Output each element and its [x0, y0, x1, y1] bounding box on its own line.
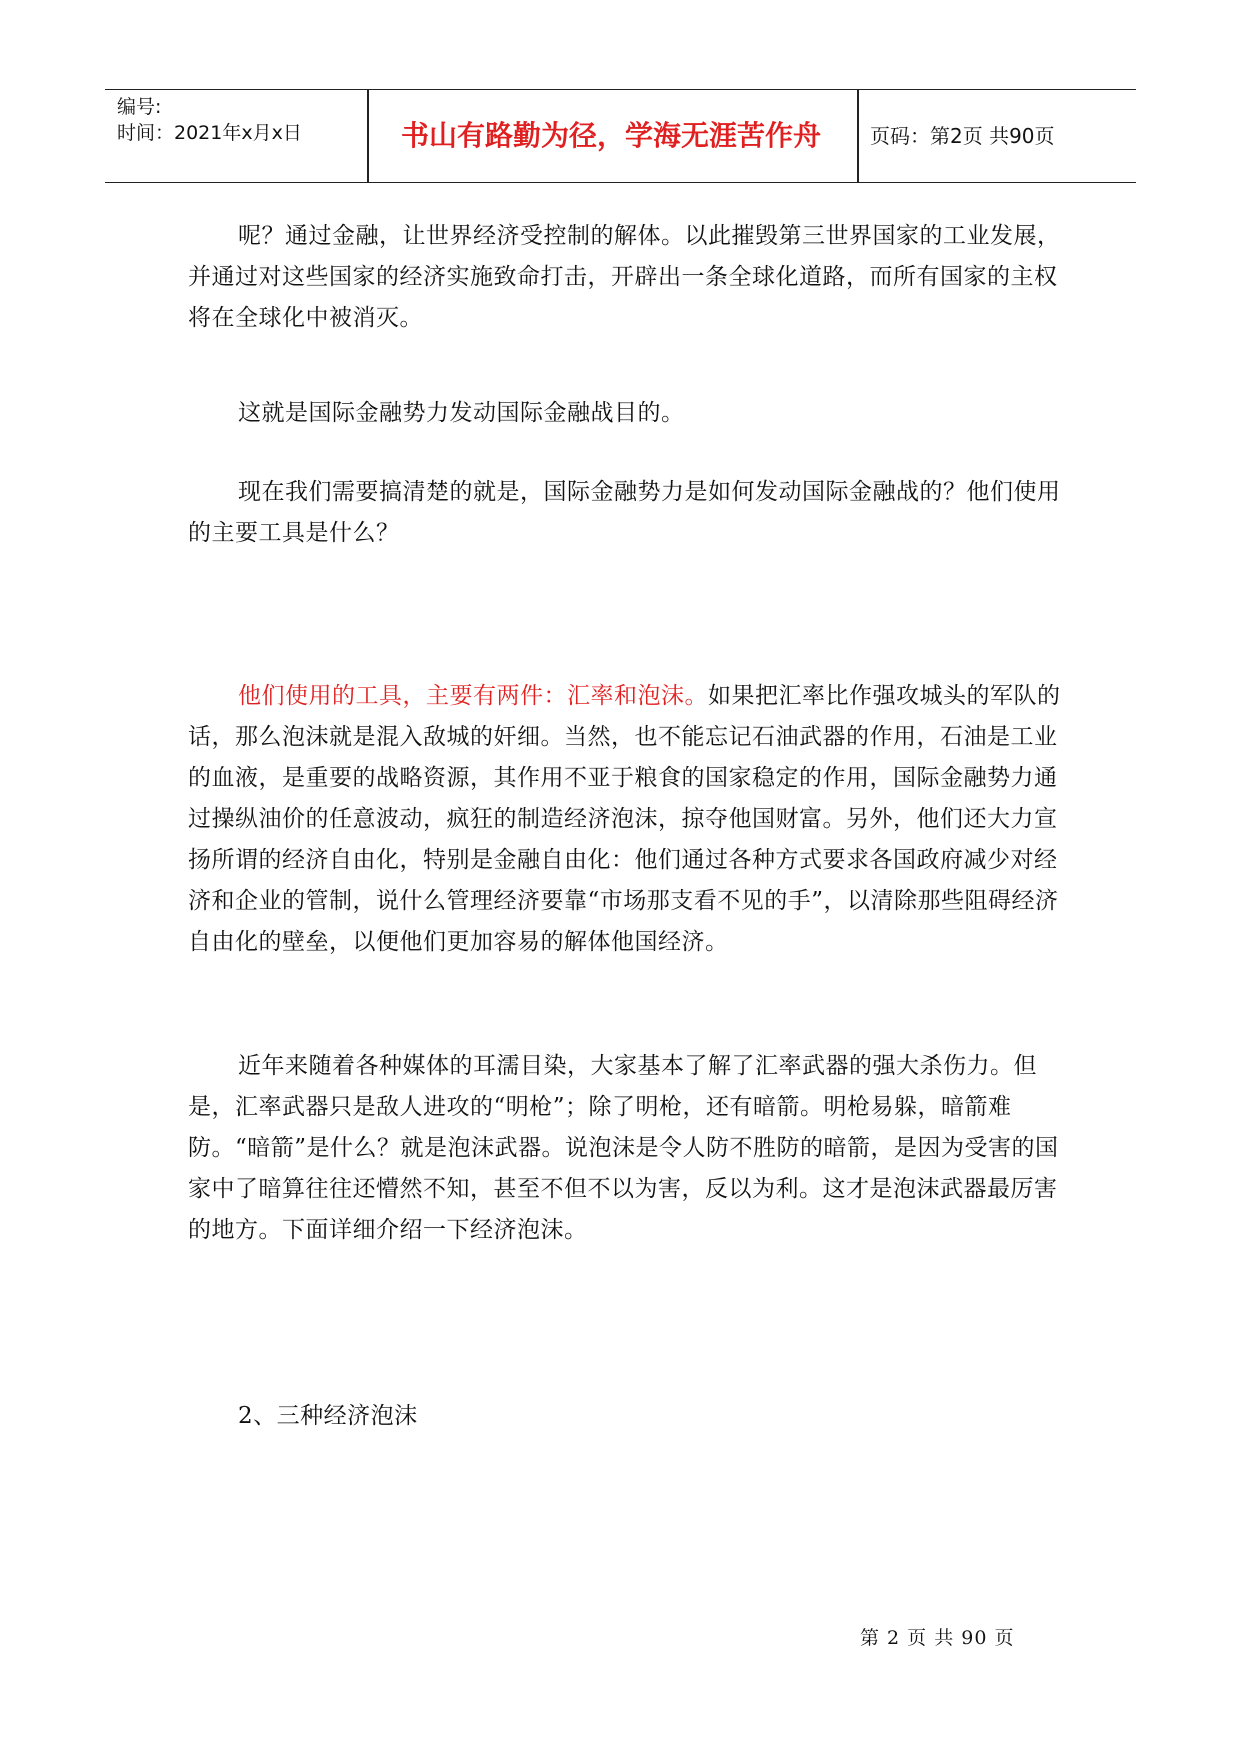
header-page-number: 页码：第2页 共90页: [870, 124, 1055, 148]
footer-page-number: 第 2 页 共 90 页: [860, 1627, 1015, 1649]
paragraph-4: [188, 676, 1068, 963]
paragraph-4-rest: 如果把汇率比作强攻城头的军队的话，那么泡沫就是混入敌城的奸细。当然，也不能忘记石油武器的作用，石油是工业的血液，是重要的战略资源，其作用不亚于粮食的国家稳定的作用，国际金融势力通过操纵油价的任意波动，疯狂的制造经济泡沫，掠夺他国财富。另外，他们还大力宣扬所谓的经济自由化，特别是金融自由化：他们通过各种方式要求各国政府减少对经济和企业的管制，说什么管理经济要靠“市场那支看不见的手”，以清除那些阻碍经济自由化的壁垒，以便他们更加容易的解体他国经济。: [188, 683, 1061, 955]
section-heading: 2、三种经济泡沫: [238, 1403, 418, 1429]
page-header: [105, 89, 1136, 183]
highlighted-sentence: 他们使用的工具，主要有两件：汇率和泡沫。: [238, 683, 708, 709]
header-motto: 书山有路勤为径，学海无涯苦作舟: [400, 119, 821, 152]
paragraph-1: 呢？通过金融，让世界经济受控制的解体。以此摧毁第三世界国家的工业发展，并通过对这些国家的经济实施致命打击，开辟出一条全球化道路，而所有国家的主权将在全球化中被消灭。: [188, 223, 1061, 331]
paragraph-2: 这就是国际金融势力发动国际金融战目的。: [238, 400, 685, 426]
header-divider-right: [857, 90, 859, 182]
paragraph-5: 近年来随着各种媒体的耳濡目染，大家基本了解了汇率武器的强大杀伤力。但是，汇率武器只是敌人进攻的“明枪”；除了明枪，还有暗箭。明枪易躲，暗箭难防。“暗箭”是什么？就是泡沫武器。说泡沫是令人防不胜防的暗箭，是因为受害的国家中了暗算往往还懵然不知，甚至不但不以为害，反以为利。这才是泡沫武器最厉害的地方。下面详细介绍一下经济泡沫。: [188, 1053, 1059, 1243]
paragraph-3: 现在我们需要搞清楚的就是，国际金融势力是如何发动国际金融战的？他们使用的主要工具是什么？: [188, 479, 1061, 546]
time-label: 时间：2021年x月x日: [117, 122, 302, 144]
number-label: 编号:: [117, 96, 162, 118]
header-meta: [117, 90, 367, 186]
